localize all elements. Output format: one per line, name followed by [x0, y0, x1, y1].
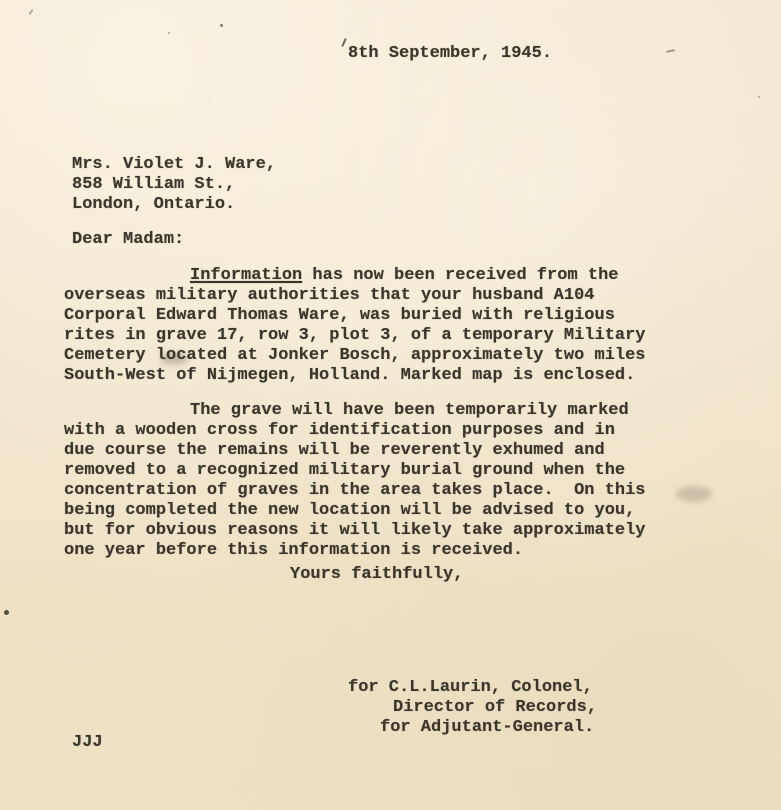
- signature-line: for Adjutant-General.: [380, 718, 595, 737]
- address-line: 858 William St.,: [72, 175, 236, 194]
- paragraph-line: removed to a recognized military burial ground when the: [64, 461, 626, 480]
- salutation: Dear Madam:: [72, 230, 185, 249]
- paragraph-line: but for obvious reasons it will likely take approximately: [64, 521, 646, 540]
- recipient-address: [72, 155, 276, 215]
- paragraph-line: [64, 266, 646, 286]
- closing: Yours faithfully,: [290, 565, 464, 584]
- paragraph-line: concentration of graves in the area takes place. On this: [64, 481, 646, 500]
- paragraph-line-text: has now been received from the: [302, 266, 619, 285]
- date-line: 8th September, 1945.: [348, 44, 553, 63]
- signature-line: for C.L.Laurin, Colonel,: [348, 678, 593, 697]
- paragraph-line: due course the remains will be reverently exhumed and: [64, 441, 605, 460]
- paragraph-line: rites in grave 17, row 3, plot 3, of a temporary Military: [64, 326, 646, 345]
- body-paragraph-1: [64, 266, 646, 386]
- paper-mark: [28, 9, 33, 15]
- paragraph-line: with a wooden cross for identification purposes and in: [64, 421, 615, 440]
- typist-initials: JJJ: [72, 733, 103, 752]
- underlined-word: Information: [190, 266, 303, 285]
- paper-speck: [168, 32, 170, 34]
- ink-smudge: [676, 486, 712, 502]
- paragraph-line: overseas military authorities that your husband A104: [64, 286, 595, 305]
- body-paragraph-2: [64, 401, 646, 561]
- address-line: London, Ontario.: [72, 195, 236, 214]
- paragraph-line: being completed the new location will be advised to you,: [64, 501, 636, 520]
- paragraph-line: South-West of Nijmegen, Holland. Marked map is enclosed.: [64, 366, 636, 385]
- signature-line: Director of Records,: [393, 698, 598, 717]
- paper-mark: [666, 49, 675, 53]
- address-line: Mrs. Violet J. Ware,: [72, 155, 277, 174]
- paper-mark: [341, 38, 346, 47]
- paragraph-line: The grave will have been temporarily marked: [190, 401, 629, 420]
- paper-speck: [220, 24, 223, 27]
- paper-speck: [4, 610, 9, 615]
- paper-speck: [758, 96, 760, 98]
- paragraph-line: one year before this information is received.: [64, 541, 524, 560]
- paragraph-line: Corporal Edward Thomas Ware, was buried with religious: [64, 306, 615, 325]
- signature-block: [348, 678, 597, 738]
- paragraph-line: Cemetery located at Jonker Bosch, approximately two miles: [64, 346, 646, 365]
